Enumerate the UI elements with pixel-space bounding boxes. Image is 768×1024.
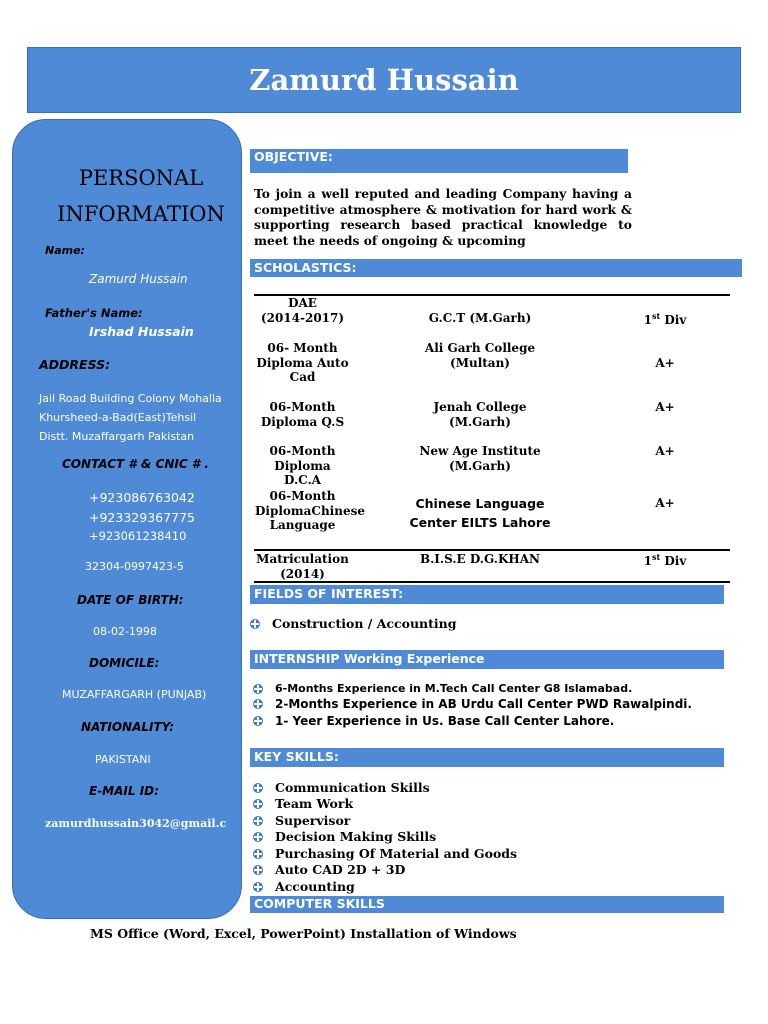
personal-info-heading xyxy=(13,160,242,232)
skill-item xyxy=(253,879,355,894)
blue-cross-bullet-icon xyxy=(250,619,260,629)
interest-item xyxy=(250,616,456,631)
title-bar xyxy=(27,47,741,113)
contact-label: CONTACT # & CNIC # . xyxy=(62,457,209,471)
internship-item xyxy=(253,682,632,695)
blue-cross-bullet-icon xyxy=(253,816,263,826)
skill-text: Team Work xyxy=(275,796,354,811)
result-cell: A+ xyxy=(655,444,675,458)
computer-skills-heading: COMPUTER SKILLS xyxy=(250,896,724,913)
internship-text: 2-Months Experience in AB Urdu Call Center PWD Rawalpindi. xyxy=(275,697,692,711)
skill-item xyxy=(253,813,350,828)
heading-line-2: INFORMATION xyxy=(57,202,225,226)
dob-label: DATE OF BIRTH: xyxy=(77,593,184,607)
result-superscript: st xyxy=(652,552,661,562)
email-label: E-MAIL ID: xyxy=(89,784,159,798)
computer-skills-text: MS Office (Word, Excel, PowerPoint) Installation of Windows xyxy=(90,926,517,941)
skill-item xyxy=(253,846,517,861)
interest-text: Construction / Accounting xyxy=(272,616,457,631)
degree-cell: 06-Month DiplomaChinese Language xyxy=(255,489,365,532)
degree-cell: 06-Month Diploma Q.S xyxy=(260,400,345,429)
internship-heading: INTERNSHIP Working Experience xyxy=(250,650,724,669)
blue-cross-bullet-icon xyxy=(253,849,263,859)
dob-value: 08-02-1998 xyxy=(93,625,157,638)
degree-cell: 06- Month Diploma Auto Cad xyxy=(256,341,349,384)
internship-item xyxy=(253,714,614,728)
institute-cell: New Age Institute (M.Garh) xyxy=(419,444,541,473)
address-line: Distt. Muzaffargarh Pakistan xyxy=(39,430,195,443)
internship-item xyxy=(253,697,692,711)
heading-line-1: PERSONAL xyxy=(78,166,204,190)
phone-list xyxy=(89,488,195,547)
phone-number: +923061238410 xyxy=(89,529,187,543)
degree-cell: Matriculation (2014) xyxy=(256,552,349,581)
result-cell: A+ xyxy=(655,356,675,370)
father-name-label: Father's Name: xyxy=(45,306,143,320)
name-label: Name: xyxy=(45,244,85,257)
skill-text: Supervisor xyxy=(275,813,351,828)
blue-cross-bullet-icon xyxy=(253,882,263,892)
internship-text: 6-Months Experience in M.Tech Call Center G8 Islamabad. xyxy=(275,682,633,695)
name-value: Zamurd Hussain xyxy=(89,272,188,286)
key-skills-heading: KEY SKILLS: xyxy=(250,748,724,767)
fields-of-interest-heading: FIELDS OF INTEREST: xyxy=(250,585,724,604)
degree-cell: DAE (2014-2017) xyxy=(260,296,345,325)
skill-text: Auto CAD 2D + 3D xyxy=(275,862,406,877)
phone-number: +923086763042 xyxy=(89,490,195,505)
result-superscript: st xyxy=(652,311,661,321)
address-line: Khursheed-a-Bad(East)Tehsil xyxy=(39,411,197,424)
result-cell: A+ xyxy=(655,496,675,510)
objective-heading: OBJECTIVE: xyxy=(250,149,628,173)
father-name-value: Irshad Hussain xyxy=(89,324,194,339)
blue-cross-bullet-icon xyxy=(253,716,263,726)
personal-info-sidebar xyxy=(12,119,242,919)
result-cell xyxy=(625,309,705,328)
institute-cell: Jenah College (M.Garh) xyxy=(433,400,527,429)
blue-cross-bullet-icon xyxy=(253,832,263,842)
result-cell xyxy=(625,550,705,569)
scholastics-heading: SCHOLASTICS: xyxy=(250,259,742,277)
address-line: Jail Road Building Colony Mohalla xyxy=(39,392,222,405)
degree-cell: 06-Month Diploma D.C.A xyxy=(269,444,336,487)
domicile-value: MUZAFFARGARH (PUNJAB) xyxy=(62,688,207,701)
result-suffix: Div xyxy=(660,313,687,327)
institute-cell: Ali Garh College (Multan) xyxy=(424,341,536,370)
address-block xyxy=(39,389,222,446)
skill-text: Communication Skills xyxy=(275,780,430,795)
skill-text: Accounting xyxy=(275,879,355,894)
candidate-name: Zamurd Hussain xyxy=(249,63,519,97)
skill-item xyxy=(253,829,436,844)
skill-item xyxy=(253,862,405,877)
skill-text: Purchasing Of Material and Goods xyxy=(275,846,518,861)
address-label: ADDRESS: xyxy=(39,357,111,372)
institute-cell: G.C.T (M.Garh) xyxy=(428,311,532,325)
result-cell: A+ xyxy=(655,400,675,414)
skill-text: Decision Making Skills xyxy=(275,829,437,844)
skill-item xyxy=(253,780,430,795)
institute-cell: Chinese Language Center EILTS Lahore xyxy=(409,496,551,530)
objective-text: To join a well reputed and leading Company having a competitive atmosphere & motivation for hard work & supporting research based practical knowledge to meet the needs of ongoing & upcoming xyxy=(254,186,632,248)
cnic-value: 32304-0997423-5 xyxy=(85,560,184,573)
internship-text: 1- Yeer Experience in Us. Base Call Center Lahore. xyxy=(275,714,615,728)
result-value: 1 xyxy=(643,554,653,568)
result-value: 1 xyxy=(643,313,653,327)
skill-item xyxy=(253,796,353,811)
institute-cell: B.I.S.E D.G.KHAN xyxy=(419,552,541,566)
nationality-value: PAKISTANI xyxy=(95,753,151,766)
phone-number: +923329367775 xyxy=(89,509,195,525)
domicile-label: DOMICILE: xyxy=(89,656,160,670)
blue-cross-bullet-icon xyxy=(253,799,263,809)
email-value: zamurdhussain3042@gmail.c xyxy=(45,817,227,830)
blue-cross-bullet-icon xyxy=(253,684,263,694)
nationality-label: NATIONALITY: xyxy=(81,720,175,734)
table-bottom-rule xyxy=(254,581,730,583)
blue-cross-bullet-icon xyxy=(253,699,263,709)
blue-cross-bullet-icon xyxy=(253,865,263,875)
blue-cross-bullet-icon xyxy=(253,783,263,793)
result-suffix: Div xyxy=(660,554,687,568)
